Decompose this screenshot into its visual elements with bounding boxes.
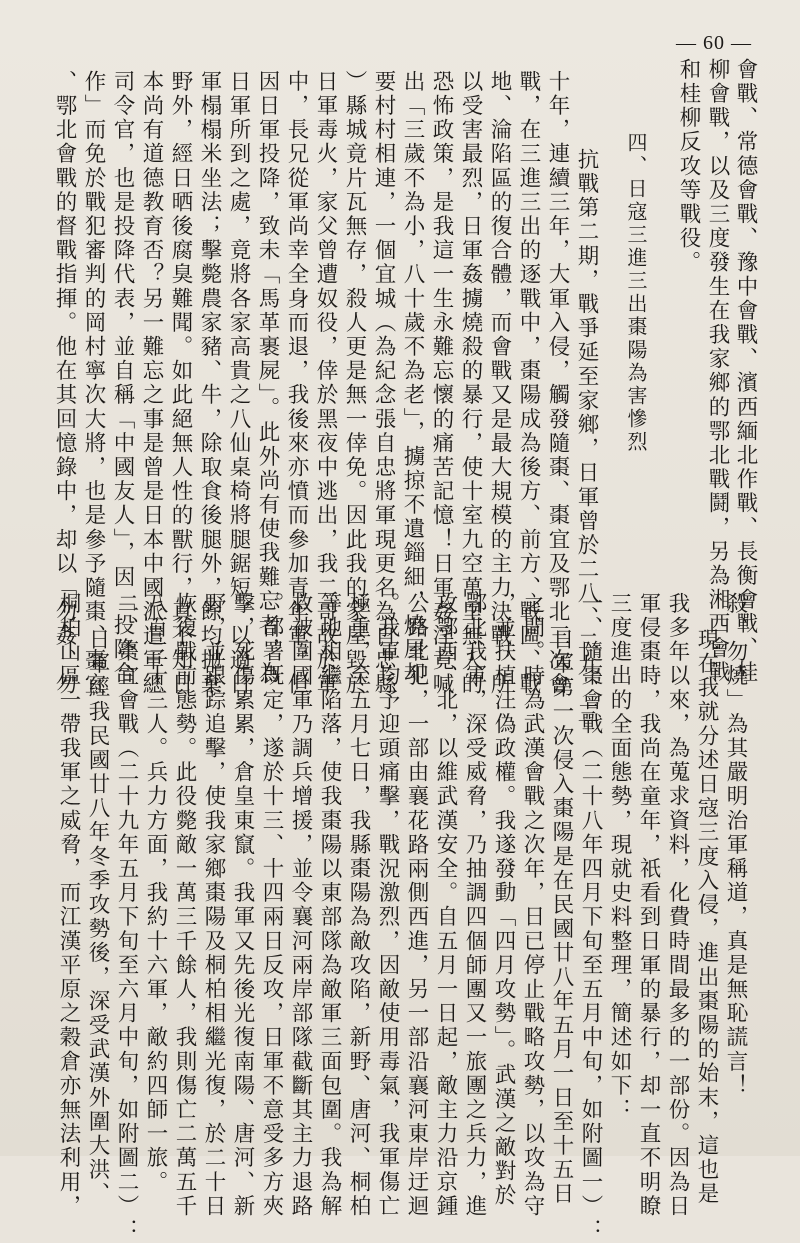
text-column: 日軍毒火，家父曾遭奴役，倖於黑夜中逃出，我二哥故於軍 bbox=[313, 70, 338, 697]
text-column: 恢復戰前態勢。此役斃敵一萬三千餘人，我則傷亡二萬五千 bbox=[172, 592, 197, 1219]
text-column: 一、隨棗會戰（二十八年四月下旬至五月中旬，如附圖一）： bbox=[578, 592, 603, 1243]
text-column: 日軍經我民國廿八年冬季攻勢後，深受武漢外圍大洪、 bbox=[85, 628, 110, 1207]
text-column: 柳會戰，以及三度發生在我家鄉的鄂北戰鬪，另為湘西會戰 bbox=[705, 58, 730, 685]
text-column: 作」而免於戰犯審判的岡村寧次大將，也是參予隨棗、棗宜 bbox=[81, 70, 106, 697]
text-column: 擊，死傷累累，倉皇東竄。我軍又先後光復南陽、唐河、新 bbox=[230, 592, 255, 1219]
text-column: 地、淪陷區的復合體，而會戰又是最大規模的主力決戰，所 bbox=[487, 70, 512, 697]
text-column: 和桂柳反攻等戰役。 bbox=[676, 58, 701, 275]
text-column: 桐柏山區一帶我軍之威脅，而江漢平原之穀倉亦無法利用， bbox=[56, 592, 81, 1219]
text-column: 二、棗宜會戰（二十九年五月下旬至六月中旬，如附圖二）： bbox=[114, 592, 139, 1243]
text-column: 八百三十三人。兵力方面，我約十六軍，敵約四師一旅。 bbox=[143, 592, 168, 1195]
text-column: 軍榻榻米坐法；擊斃農家豬、牛，除取食後腿外，餘均拋棄 bbox=[197, 70, 222, 697]
text-column: 野外，經日晒後腐臭難聞。如此絕無人性的獸行，真不知日 bbox=[168, 70, 193, 697]
text-column: 會戰、常德會戰、豫中會戰、濱西緬北作戰、長衡會戰、桂 bbox=[733, 58, 758, 685]
text-column: 救被圍國軍乃調兵增援，並令襄河兩岸部隊截斷其主力退路 bbox=[288, 592, 313, 1219]
text-column: 鄂北我軍，深受威脅，乃抽調四個師團又一旅團之兵力，進 bbox=[462, 592, 487, 1219]
text-column: 因日軍投降，致未「馬革裹屍」。此外尚有使我難忘者，為 bbox=[255, 70, 280, 686]
text-column: 日軍所到之處，竟將各家高貴之八仙桌椅將腿鋸短，以適日 bbox=[226, 70, 251, 697]
text-column: 野，並跟踪追擊，使我家鄉棗陽及桐柏相繼光復，於二十日 bbox=[201, 592, 226, 1219]
section-heading: 四、日寇三進三出棗陽為害慘烈 bbox=[624, 132, 648, 454]
text-column: 極重，至五月七日，我縣棗陽為敵攻陷，新野、唐河、桐柏 bbox=[346, 592, 371, 1219]
text-column: 要村村相連，一個宜城（為紀念張自忠將軍現更名為自忠縣 bbox=[371, 70, 396, 697]
text-column: 我多年以來，為蒐求資料，化費時間最多的一部份。因為日 bbox=[665, 592, 690, 1219]
text-column: 以受害最烈，日軍姦擄燒殺的暴行，使十室九空萬里無人的 bbox=[458, 70, 483, 697]
text-column: 本尚有道德教育否？另一難忘之事是曾是日本中國派遣軍總 bbox=[139, 70, 164, 697]
text-column: 現在我就分述日寇三度入侵，進出棗陽的始末，這也是 bbox=[694, 628, 719, 1207]
text-column: 恐怖政策，是我這一生永難忘懷的痛苦記憶！日軍姦淫竟喊 bbox=[429, 70, 454, 697]
text-column: 三度進出的全面態勢，現就史料整理，簡述如下： bbox=[607, 592, 632, 1123]
text-column: 。部署既定，遂於十三、十四兩日反攻，日軍不意受多方夾 bbox=[259, 592, 284, 1219]
text-column: 抗戰第二期，戰爭延至家鄉，日軍曾於二八、二九、三 bbox=[574, 148, 599, 727]
text-column: 中，長兄從軍尚幸全身而退，我後來亦憤而參加青年軍，但 bbox=[284, 70, 309, 697]
text-column: ）縣城竟片瓦無存，殺人更是無一倖免。因此我的家屋毀於 bbox=[342, 70, 367, 697]
text-column: 出「三歲不為小，八十歲不為老」，擄掠不遺錙細，燒屋却 bbox=[400, 70, 425, 686]
text-column: 之間。時為武漢會戰之次年，日已停止戰略攻勢，以攻為守 bbox=[520, 592, 545, 1219]
text-column: 司令官，也是投降代表，並自稱「中國友人」，因「投降合 bbox=[110, 70, 135, 686]
text-column: 、鄂北會戰的督戰指揮。他在其回憶錄中，却以「勿姦、勿 bbox=[52, 70, 77, 697]
text-column: 軍侵棗時，我尚在童年，祇看到日軍的暴行，却一直不明瞭 bbox=[636, 592, 661, 1219]
text-column: 十年，連續三年，大軍入侵，觸發隨棗、棗宜及鄂北三次會 bbox=[545, 70, 570, 697]
text-column: 。我軍均予迎頭痛擊，戰況激烈，因敵使用毒氣，我軍傷亡 bbox=[375, 592, 400, 1219]
text-column: ，並扶植汪偽政權。我遂發動「四月攻勢」。武漢之敵對於 bbox=[491, 592, 516, 1208]
text-column: 等地相繼陷落，使我棗陽以東部隊為敵軍三面包圍。我為解 bbox=[317, 592, 342, 1219]
text-column: 殺、勿燒」為其嚴明治軍稱道，真是無恥謊言！ bbox=[723, 592, 748, 1099]
page-number: — 60 — bbox=[676, 32, 752, 54]
text-column: 攻鄂西、北，以維武漢安全。自五月一日起，敵主力沿京鍾 bbox=[433, 592, 458, 1219]
text-column: 日軍第一次侵入棗陽是在民國廿八年五月一日至十五日 bbox=[549, 628, 574, 1207]
text-column: 戰，在三進三出的逐戰中，棗陽成為後方、前方、戰區、戰 bbox=[516, 70, 541, 697]
text-column: 公路北犯，一部由襄花路兩側西進，另一部沿襄河東岸迂迴 bbox=[404, 592, 429, 1219]
